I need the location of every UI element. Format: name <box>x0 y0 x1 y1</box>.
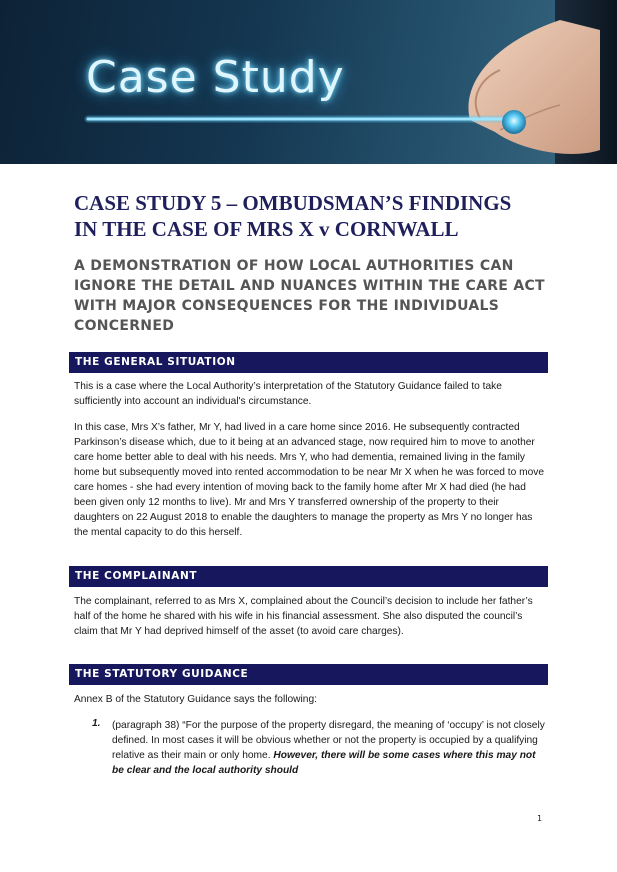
section-heading-complainant: THE COMPLAINANT <box>69 566 548 587</box>
general-paragraph-1: This is a case where the Local Authority’s interpretation of the Statutory Guidance failed to take sufficiently into account an individual's circumstance. <box>74 381 502 407</box>
guidance-paragraph-1: Annex B of the Statutory Guidance says the following: <box>74 694 317 705</box>
hero-title: Case Study <box>86 52 345 103</box>
list-item-body: (paragraph 38) “For the purpose of the property disregard, the meaning of ‘occupy’ is not closely defined. In most cases it will be obvious whether or not the property is occupied by a qualifying relative as their main or only home. <box>112 720 545 761</box>
list-item-text <box>112 718 548 778</box>
document-subtitle-line3: WITH MAJOR CONSEQUENCES FOR THE INDIVIDUALS <box>74 298 500 314</box>
hero-banner <box>0 0 617 164</box>
section-heading-general: THE GENERAL SITUATION <box>69 352 548 373</box>
complainant-paragraph-1: The complainant, referred to as Mrs X, complained about the Council’s decision to include her father’s half of the home he shared with his wife in his financial assessment. She also disputed the council’s claim that Mr Y had deprived himself of the asset (to avoid care charges). <box>74 596 533 637</box>
document-title <box>74 190 554 242</box>
hero-hand-shape <box>468 20 600 154</box>
section-heading-guidance: THE STATUTORY GUIDANCE <box>69 664 548 685</box>
document-subtitle-line4: CONCERNED <box>74 318 175 334</box>
document-subtitle <box>74 256 554 336</box>
document-title-line2: IN THE CASE OF MRS X v CORNWALL <box>74 217 459 241</box>
general-paragraph-2: In this case, Mrs X’s father, Mr Y, had lived in a care home since 2016. He subsequently contracted Parkinson’s disease which, due to it being at an advanced stage, now required him to move to another care home better able to deal with his needs. Mrs Y, who had dementia, remained living in the family home but subsequently moved into rented accommodation to be near Mr X when he was forced to move care homes - she had every intention of moving back to the family home after Mr X had died (he had been given only 12 months to live). Mr and Mrs Y transferred ownership of the property to their daughters on 22 August 2018 to enable the daughters to manage the property as Mrs Y no longer has the mental capacity to do this herself. <box>74 422 545 538</box>
list-item-number: 1. <box>92 718 101 729</box>
list-item-emphasis: However, there will be some cases where this may not be clear and the local authority should <box>112 750 536 776</box>
document-title-line1: CASE STUDY 5 – OMBUDSMAN’S FINDINGS <box>74 191 512 215</box>
hero-glow-ball <box>502 110 526 134</box>
document-subtitle-line2: IGNORE THE DETAIL AND NUANCES WITHIN THE CARE ACT <box>74 278 545 294</box>
document-subtitle-line1: A DEMONSTRATION OF HOW LOCAL AUTHORITIES CAN <box>74 258 514 274</box>
page-number: 1 <box>537 814 543 823</box>
